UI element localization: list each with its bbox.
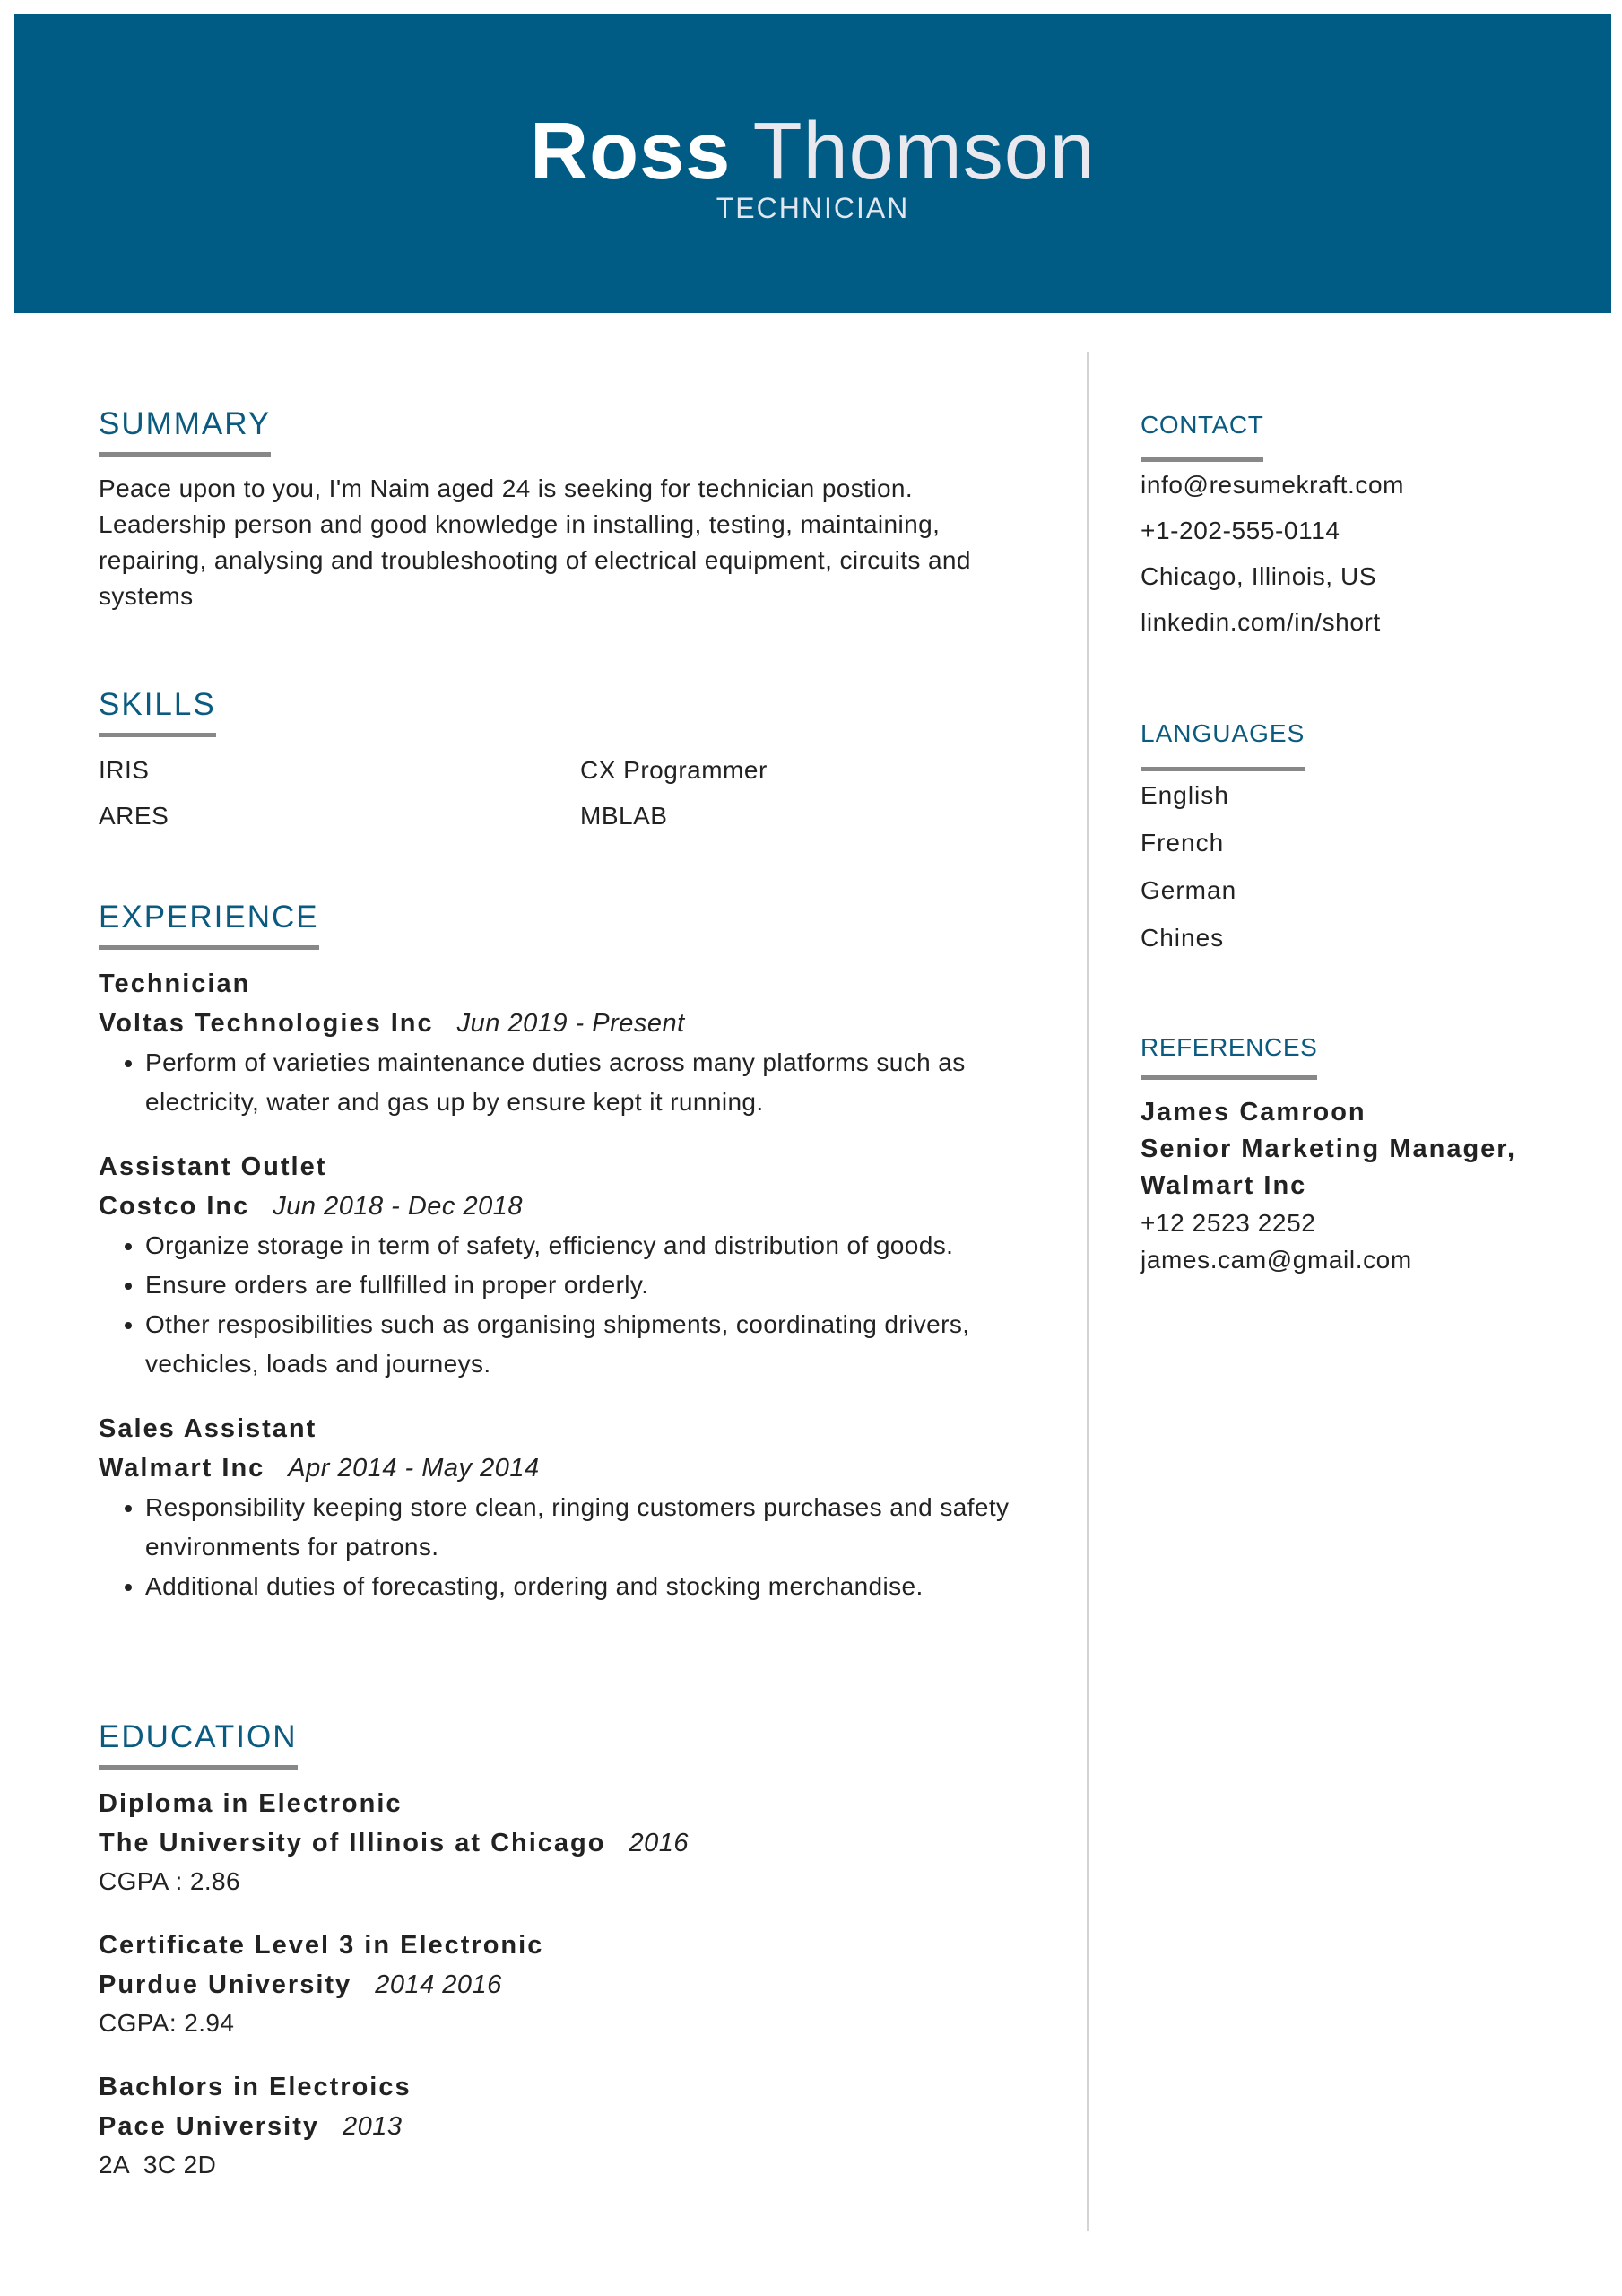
first-name: Ross (530, 107, 732, 196)
edu-grade: CGPA: 2.94 (99, 2009, 235, 2037)
education-entry (99, 1784, 1049, 1900)
job-bullet: • Perform of varieties maintenance duties across many platforms such as electricity, water and gas up by ensure kept it running. (145, 1043, 1031, 1122)
job-entry (99, 1409, 1031, 1606)
job-bullet: • Ensure orders are fullfilled in proper orderly. (145, 1265, 1031, 1305)
job-title: TECHNICIAN (716, 192, 910, 224)
contact-linkedin[interactable]: linkedin.com/in/short (1141, 608, 1381, 636)
edu-grade: CGPA : 2.86 (99, 1867, 240, 1895)
school: Purdue University (99, 1970, 352, 1999)
contact-email[interactable]: info@resumekraft.com (1141, 471, 1405, 499)
skill-item: ARES (99, 802, 169, 830)
section-heading: LANGUAGES (1141, 709, 1305, 771)
job-dates: Apr 2014 - May 2014 (288, 1454, 540, 1483)
language-item: English (1141, 781, 1229, 809)
languages-section (1141, 715, 1589, 967)
education-section (99, 1719, 1049, 2209)
reference-position: Senior Marketing Manager, Walmart Inc (1141, 1135, 1517, 1200)
references-section (1141, 1029, 1517, 1278)
job-entry (99, 964, 1031, 1122)
company: Voltas Technologies Inc (99, 1009, 434, 1038)
contact-section (1141, 406, 1589, 649)
language-item: Chines (1141, 924, 1225, 952)
skill-item: CX Programmer (580, 756, 768, 784)
skill-item: MBLAB (580, 802, 668, 830)
edu-year: 2016 (629, 1829, 689, 1857)
experience-section (99, 900, 1031, 1631)
job-bullet: • Other resposibilities such as organising shipments, coordinating drivers, vechicles, loads and journeys. (145, 1305, 1031, 1384)
company: Walmart Inc (99, 1454, 265, 1483)
school: Pace University (99, 2112, 320, 2141)
skills-section (99, 687, 1049, 839)
reference-phone: +12 2523 2252 (1141, 1209, 1316, 1237)
section-heading: SKILLS (99, 687, 216, 737)
contact-location: Chicago, Illinois, US (1141, 562, 1377, 590)
degree: Bachlors in Electroics (99, 2073, 412, 2101)
job-bullet: • Organize storage in term of safety, efficiency and distribution of goods. (145, 1226, 1031, 1265)
job-bullet: • Responsibility keeping store clean, ringing customers purchases and safety environments for patrons. (145, 1488, 1031, 1567)
job-dates: Jun 2018 - Dec 2018 (273, 1192, 523, 1221)
edu-year: 2014 2016 (375, 1970, 502, 1999)
section-heading: REFERENCES (1141, 1029, 1317, 1080)
education-entry (99, 1926, 1049, 2042)
section-heading: SUMMARY (99, 406, 271, 457)
degree: Diploma in Electronic (99, 1789, 403, 1818)
education-entry (99, 2067, 1049, 2184)
resume-header (14, 14, 1611, 313)
job-bullet: • Additional duties of forecasting, ordering and stocking merchandise. (145, 1567, 1031, 1606)
contact-phone: +1-202-555-0114 (1141, 517, 1340, 544)
job-entry (99, 1147, 1031, 1384)
candidate-name (14, 102, 1611, 201)
language-item: German (1141, 876, 1237, 904)
summary-text: Peace upon to you, I'm Naim aged 24 is seeking for technician postion. Leadership person and good knowledge in installing, testing, maintaining, repairing, analysing and troubleshooting of electrical equipment, circuits and systems (99, 474, 971, 610)
language-item: French (1141, 829, 1225, 857)
edu-year: 2013 (343, 2112, 403, 2141)
column-divider (1087, 352, 1089, 2231)
degree: Certificate Level 3 in Electronic (99, 1931, 544, 1960)
summary-section (99, 406, 1049, 614)
job-dates: Jun 2019 - Present (456, 1009, 685, 1038)
company: Costco Inc (99, 1192, 250, 1221)
job-title: Technician (99, 970, 251, 998)
job-title: Assistant Outlet (99, 1152, 327, 1181)
reference-name: James Camroon (1141, 1098, 1366, 1126)
section-heading: EDUCATION (99, 1719, 298, 1770)
last-name: Thomson (752, 107, 1096, 196)
section-heading: CONTACT (1141, 402, 1263, 462)
section-heading: EXPERIENCE (99, 900, 319, 950)
skill-item: IRIS (99, 756, 150, 784)
job-title: Sales Assistant (99, 1414, 317, 1443)
reference-email[interactable]: james.cam@gmail.com (1141, 1246, 1412, 1274)
edu-grade: 2A 3C 2D (99, 2151, 217, 2179)
school: The University of Illinois at Chicago (99, 1829, 606, 1857)
